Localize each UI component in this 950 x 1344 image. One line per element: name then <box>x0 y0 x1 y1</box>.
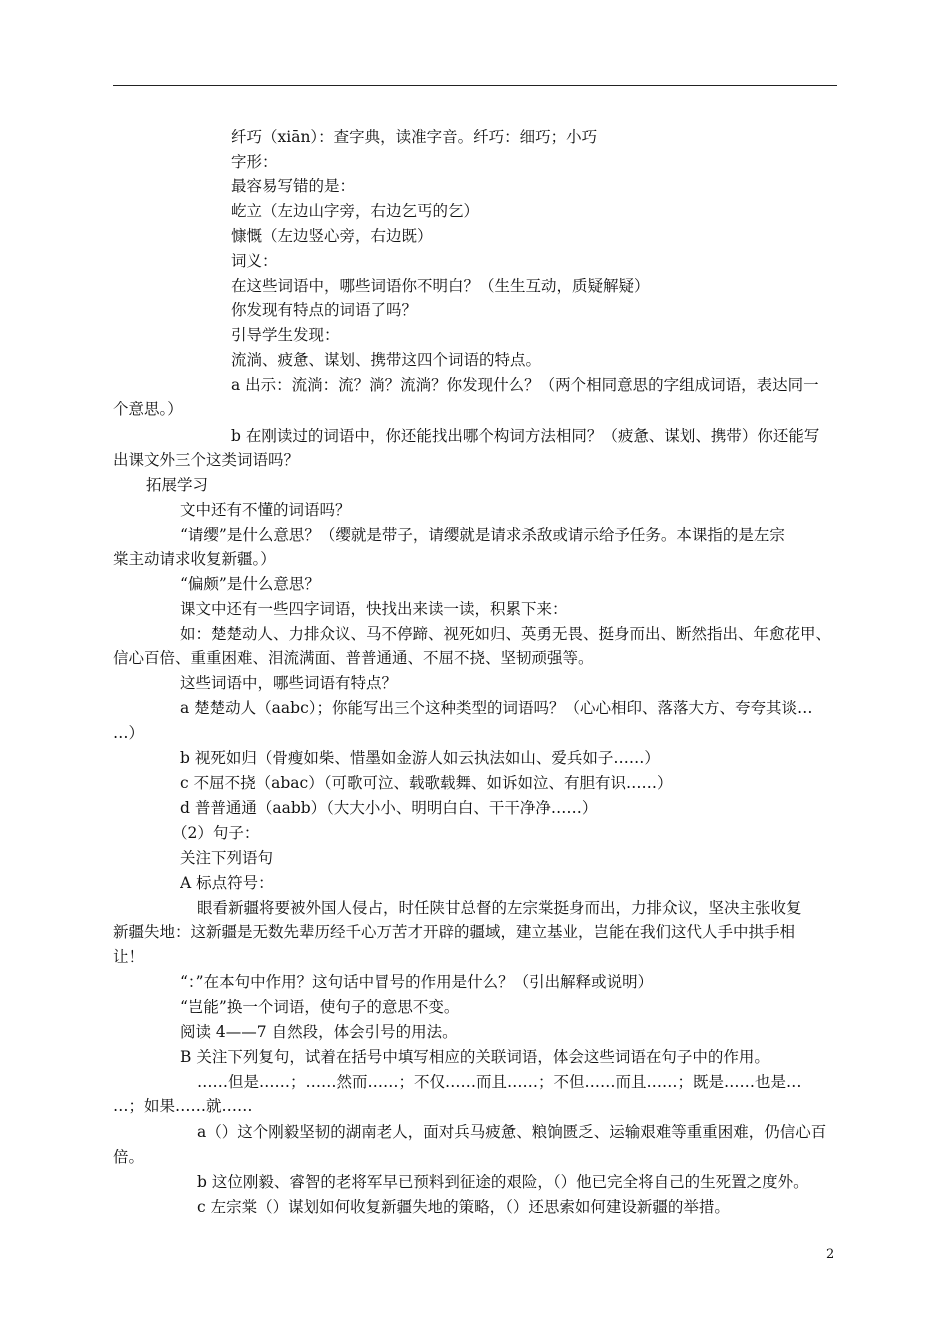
text-line: 棠主动请求收复新疆。） <box>113 550 276 568</box>
text-line: 倍。 <box>113 1148 145 1166</box>
text-line: 屹立（左边山字旁，右边乞丐的乞） <box>231 202 480 220</box>
text-line: 你发现有特点的词语了吗？ <box>231 301 418 319</box>
text-line: “岂能”换一个词语，使句子的意思不变。 <box>180 998 460 1016</box>
text-line: b 这位刚毅、睿智的老将军早已预料到征途的艰险，（）他已完全将自己的生死置之度外。 <box>197 1173 809 1191</box>
text-line: c 左宗棠（）谋划如何收复新疆失地的策略，（）还思索如何建设新疆的举措。 <box>197 1198 730 1216</box>
text-line: 出课文外三个这类词语吗？ <box>113 451 300 469</box>
text-line: “：”在本句中作用？这句话中冒号的作用是什么？（引出解释或说明） <box>180 973 654 991</box>
text-line: 眼看新疆将要被外国人侵占，时任陕甘总督的左宗棠挺身而出，力排众议，坚决主张收复 <box>197 899 802 917</box>
text-line: a 出示：流淌：流？淌？流淌？你发现什么？（两个相同意思的字组成词语，表达同一 <box>231 376 819 394</box>
text-line: 字形： <box>231 153 278 171</box>
text-line: a 楚楚动人（aabc）；你能写出三个这种类型的词语吗？（心心相印、落落大方、夸夸其谈… <box>180 699 813 717</box>
text-line: 阅读 4——7 自然段，体会引号的用法。 <box>180 1023 458 1041</box>
text-line: 文中还有不懂的词语吗？ <box>180 501 351 519</box>
text-line: 这些词语中，哪些词语有特点？ <box>180 674 398 692</box>
page-number: 2 <box>826 1247 835 1262</box>
text-line: 如：楚楚动人、力排众议、马不停蹄、视死如归、英勇无畏、挺身而出、断然指出、年愈花甲、 <box>180 625 832 643</box>
section-heading: 拓展学习 <box>146 476 209 494</box>
text-line: …） <box>113 724 145 742</box>
header-rule <box>113 85 837 86</box>
text-line: “偏颇”是什么意思？ <box>180 575 320 593</box>
text-line: “请缨”是什么意思？（缨就是带子，请缨就是请求杀敌或请示给予任务。本课指的是左宗 <box>180 526 785 544</box>
text-line: ……但是……；……然而……；不仅……而且……；不但……而且……；既是……也是… <box>197 1073 802 1091</box>
text-line: 词义： <box>231 252 278 270</box>
text-line: 慷慨（左边竖心旁，右边既） <box>231 227 433 245</box>
text-line: 信心百倍、重重困难、泪流满面、普普通通、不屈不挠、坚韧顽强等。 <box>113 649 594 667</box>
text-line: 流淌、疲惫、谋划、携带这四个词语的特点。 <box>231 351 542 369</box>
text-line: a（）这个刚毅坚韧的湖南老人，面对兵马疲惫、粮饷匮乏、运输艰难等重重困难，仍信心百 <box>197 1123 827 1141</box>
section-heading: （2）句子： <box>172 824 260 842</box>
text-line: 新疆失地：这新疆是无数先辈历经千心万苦才开辟的疆域，建立基业，岂能在我们这代人手中拱手相 <box>113 923 796 941</box>
text-line: b 在刚读过的词语中，你还能找出哪个构词方法相同？（疲惫、谋划、携带）你还能写 <box>231 427 820 445</box>
text-line: 最容易写错的是： <box>231 177 356 195</box>
text-line: A 标点符号： <box>180 874 274 892</box>
text-line: 课文中还有一些四字词语，快找出来读一读，积累下来： <box>180 600 568 618</box>
text-line: 个意思。） <box>113 400 183 418</box>
text-line: b 视死如归（骨瘦如柴、惜墨如金游人如云执法如山、爱兵如子……） <box>180 749 660 767</box>
text-line: 关注下列语句 <box>180 849 274 867</box>
text-line: c 不屈不挠（abac）（可歌可泣、载歌载舞、如诉如泣、有胆有识……） <box>180 774 673 792</box>
text-line: 让！ <box>113 948 145 966</box>
text-line: 引导学生发现： <box>231 326 340 344</box>
text-line: 在这些词语中，哪些词语你不明白？（生生互动，质疑解疑） <box>231 277 650 295</box>
text-line: 纤巧（xiān）：查字典，读准字音。纤巧：细巧；小巧 <box>231 128 598 146</box>
text-line: …；如果……就…… <box>113 1097 253 1115</box>
text-line: B 关注下列复句，试着在括号中填写相应的关联词语，体会这些词语在句子中的作用。 <box>180 1048 770 1066</box>
text-line: d 普普通通（aabb）（大大小小、明明白白、干干净净……） <box>180 799 598 817</box>
